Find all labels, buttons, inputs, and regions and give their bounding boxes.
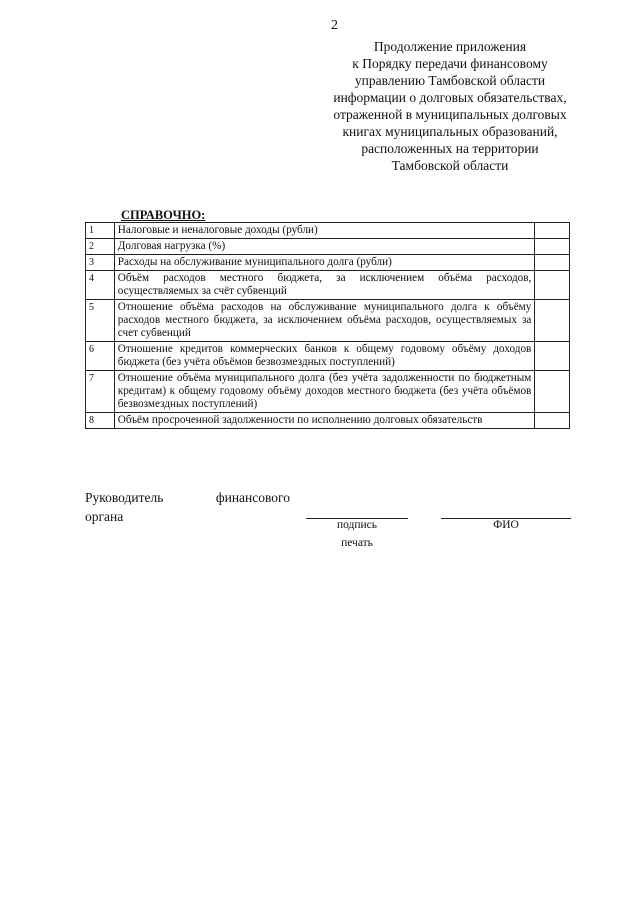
row-text: Отношение объёма расходов на обслуживание муниципального долга к объёму расходов местного бюджета, за исключением объёма расходов, осуществляемых за счет субвенций: [114, 300, 535, 342]
row-value-cell[interactable]: [535, 255, 570, 271]
table-row: [86, 371, 570, 413]
row-value-cell[interactable]: [535, 342, 570, 371]
row-number: 5: [86, 300, 115, 342]
stamp-caption: печать: [341, 537, 373, 549]
appendix-header: [300, 38, 600, 174]
row-value-cell[interactable]: [535, 271, 570, 300]
table-row: [86, 413, 570, 429]
header-line: отраженной в муниципальных долговых: [333, 107, 567, 122]
row-text: Отношение кредитов коммерческих банков к общему годовому объёму доходов бюджета (без учёта объёмов безвозмездных поступлений): [114, 342, 535, 371]
signature-title-word: органа: [85, 509, 124, 524]
row-value-cell[interactable]: [535, 300, 570, 342]
row-number: 6: [86, 342, 115, 371]
row-number: 2: [86, 239, 115, 255]
header-line: расположенных на территории: [361, 141, 539, 156]
signature-block: [85, 488, 290, 526]
table-row: [86, 271, 570, 300]
row-text: Долговая нагрузка (%): [114, 239, 535, 255]
header-line: информации о долговых обязательствах,: [333, 90, 567, 105]
row-text: Налоговые и неналоговые доходы (рубли): [114, 223, 535, 239]
table-row: [86, 342, 570, 371]
signature-caption: подпись: [336, 519, 378, 531]
row-number: 7: [86, 371, 115, 413]
row-text: Отношение объёма муниципального долга (без учёта задолженности по бюджетным кредитам) к общему годовому объёму доходов местного бюджета (без учёта объёмов безвозмездных поступлений): [114, 371, 535, 413]
reference-table: [85, 222, 570, 429]
header-line: книгах муниципальных образований,: [342, 124, 558, 139]
header-line: к Порядку передачи финансовому: [352, 56, 548, 71]
reference-label: СПРАВОЧНО:: [121, 208, 206, 222]
row-value-cell[interactable]: [535, 371, 570, 413]
row-number: 8: [86, 413, 115, 429]
table-row: [86, 300, 570, 342]
header-line: Продолжение приложения: [373, 39, 527, 54]
table-row: [86, 223, 570, 239]
header-line: Тамбовской области: [391, 158, 509, 173]
table-row: [86, 239, 570, 255]
signature-title-word: финансового: [215, 490, 290, 505]
row-number: 4: [86, 271, 115, 300]
name-caption: ФИО: [493, 519, 519, 531]
header-line: управлению Тамбовской области: [354, 73, 546, 88]
signature-title-word: Руководитель: [85, 490, 164, 505]
row-text: Объём расходов местного бюджета, за исключением объёма расходов, осуществляемых за счёт субвенций: [114, 271, 535, 300]
row-value-cell[interactable]: [535, 239, 570, 255]
row-text: Расходы на обслуживание муниципального долга (рубли): [114, 255, 535, 271]
page-number: 2: [331, 18, 338, 33]
row-number: 1: [86, 223, 115, 239]
row-value-cell[interactable]: [535, 223, 570, 239]
table-row: [86, 255, 570, 271]
row-number: 3: [86, 255, 115, 271]
row-value-cell[interactable]: [535, 413, 570, 429]
row-text: Объём просроченной задолженности по исполнению долговых обязательств: [114, 413, 535, 429]
